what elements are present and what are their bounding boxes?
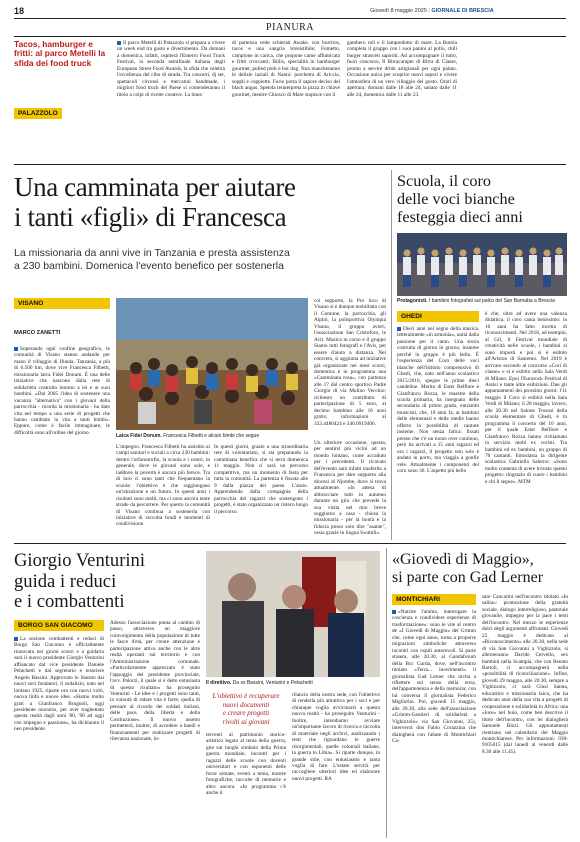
lerner-title-line-1: «Giovedì di Maggio», (392, 551, 534, 568)
choir-title-line-3: festeggia dieci anni (397, 208, 523, 227)
main-subtitle (14, 247, 386, 273)
brief-tag: PALAZZOLO (14, 108, 62, 119)
main-title (14, 172, 386, 232)
main-title-line-2: i tanti «figli» di Francesca (14, 202, 287, 232)
lerner-title (392, 551, 568, 587)
bullet-icon (117, 41, 121, 45)
bullet-icon (392, 610, 396, 614)
header-date: Giovedì 8 maggio 2025 | GIORNALE DI BRESCIA (370, 8, 494, 14)
main-author: MARCO ZANETTI (14, 330, 61, 336)
venturini-title-line-1: Giorgio Venturini (14, 550, 146, 571)
bullet-icon (397, 327, 401, 331)
lerner-col-2: sare Cancarini nell'incontro titolato «In salita»: promozione della gratuità sociale, dialogo interreligioso, pastorale giovanile, impegno per la pace i temi dell'incontro. Nel mezzo le esperienze dolci degli argomenti affrontati. Giovedì 22 maggio è dedicato al «Riconoscimento» alle 20.30, nella sede di via San Giovanni a Vighizzolo, si alterneranno Davide Cervello, sex bambini nella Scampia, che con Renato Bartoli, ci accompagnerà nella «possibilità di riconciliazione». Infine, giovedì 29 maggio, alle 20.30, sempre a Vighizzolo, ci sarà Giusi Sanna, educatrice e missionaria laica, che ha dedicato anni della sua vita a progetti di cooperazione e solidarietà in Africa: una «luce» nel buio, come ben descrive il titolo dell'incontro, con lei dialogherà Samuele Bizzi. Gli appuntamenti rientrano nel calendario del Maggio montichiarese. Per informazioni: 030-9105015 (dal lunedì al venerdì dalle 8.30 alle 11.45). (482, 594, 568, 755)
newspaper-name: GIORNALE DI BRESCIA (431, 8, 494, 14)
quote-line-3: e creare progetti (222, 709, 270, 718)
section-rule (14, 36, 566, 37)
brief-col-2: di partenza vede schierati Awake, con burritos, tacos e una sangria irresistibile; Fumetto, campione in carica, che propone carne affumicata e fritti croccanti; Billis, specialità in hamburger gourmet, pulled pork e hot dog. Non mancheranno le delizie laziali di Nanni: porchetta di Ariccia, supplì e coppiette. Furio porta il sapore deciso del black angus. Spenda reinterpreta la pizza in chiave gourmet, mentre Chiosco di Mare stupisce con il (232, 40, 340, 98)
venturini-title-line-3: e i combattenti (14, 591, 125, 612)
venturini-col-4: rilancio della nostra sede, con l'obiettivo di renderla più attrattiva per i soci e per chiunque voglia avvicinarsi a questa nuova realtà - ha proseguito Venturini - Inoltre, intendiamo avviare un'importante lavoro di ricerca e raccolta di materiale negli archivi, analizzando i testi che riguardano le guerre risorgimentali, quelle coloniali italiane, la guerra in Libia». Si riparte dunque, in grande stile, con entusiasmo e tanta voglia di fare. L'estate servirà per raccogliere ulteriori idee ed elaborare nuovi progetti. RA (292, 692, 380, 782)
choir-stage-photo-icon (397, 233, 567, 296)
brief-col-3: gambero roll e il lampredotto di mare. La Botola completa il gruppo con i suoi panini al pollo, chili burger strasceti saporiti. Ad accompagnare il tutto, fuori concorso, Il Birracamper di Birra di Classe, pronto a servire drink artigianali per ogni palato. Occasione unica per scoprire nuovi sapori e vivere l'atmosfera di un vero villaggio del gusto. Orari di apertura: domani dalle 18 alle 24, sabato dalle 11 alle 24, domenica dalle 11 alle 23. (347, 40, 457, 98)
choir-col-1: Dieci anni nel segno della musica, letteralmente «in armonia», unità dalla passione per il canto. Una storia costruita di giorno in giorno, insieme perché in gruppo è più bello. È l'esperienza del Coro delle voci bianche dell'istituto comprensivo di Ghedi, che, nato nell'anno scolastico 2015/2016, spegne le prime dieci candeline. Merito di Ester Belfiore e Gianfranco Rozza, le maestre della scuola primaria, ha insegnato delle secondaria di primo grado, entrambi musicisti, che, 10 anni fa, ai bambini delle elementari e delle medie hanno offerto la possibilità di cantare insieme. Non senza fatica: fissati presso che c'è un tuono over continuo, però ha arrivati a 15 anni ragazzi ed ora i ragazzi, il progetto non solo è andato in porto, ma viaggia a gonfie vele. Attualmente i componenti del coro sono 36. L'aspetto più bello (397, 326, 479, 474)
main-col-5: Un ulteriore occasione, questa, per sentirsi più vicini ad un mondo lontano, come accaduto per i precedenti. Il ricavato dell'evento sarà infatti trasferito a Francesca per dare supporto alla diocesi di Njombe, dove si trova attualmente. «In attesa di abbracciare tutti in autunno durante un giro che prevede la sua visita nel mio breve soggiorno a casa - chiosa la missionaria - per la bontà e la fiducia posso solo dire "asante", ossia grazie in lingua Swahili». (314, 440, 386, 537)
venturini-photo (206, 551, 380, 677)
main-photo-caption: Laica Fidei Donum. Francesca Filbetti e alcuni bimbi che segue (116, 433, 260, 439)
quote-line-2: nuovi documenti (222, 700, 270, 709)
main-subtitle-line-1: La missionaria da anni vive in Tanzania e presta assistenza (14, 247, 290, 259)
lerner-title-line-2: si parte con Gad Lerner (392, 569, 544, 587)
main-col-1: Superando ogni confine geografico, le comunità di Visano stanno andando per mano il villaggio di Ifunda, Tanzania, a più di 6.500 km, dove vive Francesca Filbetti, missionaria laica Fidei Donum. È una delle iniziative che nascono dalla rete di solidarietà costruita intorno a lei e ai suoi bambini. «Dal 2005 l'idea di sostenere una vacanza "alternativa" con i giovani della parrocchia - ricorda la missionaria - ha dato vita nel tempo a una serie di progetti che hanno cambiato la vita a tanti bimbi». Eppure, come è facile immaginare, le difficoltà sono all'ordine del giorno. (14, 346, 110, 436)
choir-title-line-1: Scuola, il coro (397, 172, 491, 190)
main-title-line-1: Una camminata per aiutare (14, 172, 296, 202)
main-col-4: coi sopporto, la Pro loco di Visano si è dunque mobilitata con il Comune, la parrocchia, gli Alpini, la polisportiva Olympia Visano, il gruppo avieri, l'associazione San Cristoforo, le Acli. Musica in corso e il gruppo Siamo tutti fotografi e l'Avis, per essere d'aiuto a distanza. Nel concreto, si aggiunta ad iniziative già organizzate nei mesi scorsi, domenica è in programma una «Camminata rosa», con partenza alle 17 dal centro sportivo Padre Giorgio di via Mulino Vecchio: richiesto un contributo di partecipazione di 5 euro, al decimo bambino alle 16 anni gratis; informazioni al 333.4480424 e 340.0919406. (314, 298, 386, 427)
main-subtitle-line-2: a 230 bambini. Domenica l'evento benefico per sostenerla (14, 260, 284, 272)
venturini-col-2: Adesso l'associazione punta al cambio di passo, attraverso un maggiore coinvolgimento della popolazione di tutte le fasce d'età, per creare attenzione e partecipazione attiva anche con le altre realtà operanti sul territorio e con l'Amministrazione comunale. «Particolarmente apprezzato è stato l'appoggio del presidente provinciale, l'avv. Palorzi, il quale si è detto entusiasta di questo risultato» ha proseguito Venturini - Le idee e i progetti sono tanti, la volontà di ridare vita è forte, quella di pensare al ricordo dei soldati italiani, delle pace, della libertà e della Costituzione». Il nuovo assetto permetterà, inoltre, di accedere a bandi e finanziamenti per realizzare progetti di rilevanza nazionale, in- (110, 620, 200, 743)
children-group-photo-icon (116, 298, 308, 430)
quote-line-4: rivolti ai giovani (222, 717, 270, 726)
main-col-3: In questi giorni, grazie a una straordinaria rete di volontariato, si sta preparando la camminata benefica che si terrà domenica 11 maggio. Non ci sarà un percorso competitivo, ma un momento di festa per tutta la comunità. La partenza è fissata alle 9 dalla piazza del paese. L'aiuto. Apprendendo dalla compagnia della parrocchia dei ragazzi che sostengono i progetti, è stato organizzato un ristoro lungo il percorso. (214, 444, 308, 515)
section-name: PIANURA (266, 22, 314, 33)
venturini-col-3: terventi al patrimonio storico-artistico legato al tema della guerra, gite sui luoghi simbolo della Prima guerra mondiale, incontri per i ragazzi delle scuole con docenti universitari e con esponenti delle forze armate, eventi a tema, mostre fotografiche, raccolte di memorie e altro ancora. «In programma c'è anche il (206, 732, 286, 797)
header-rule (14, 18, 566, 19)
venturini-tag: BORGO SAN GIACOMO (14, 620, 104, 631)
brief-title: Tacos, hamburger e fritti: al parco Metelli la sfida dei food truck (14, 39, 106, 68)
column-divider (391, 170, 392, 540)
lerner-col-1: «Nutrire l'anima, interrogare la coscienza e condividere esperienze di trasformazione»: sono le vite al centro de «I Giovedì di Maggio» del Grimm che, come ogni anno, torna a proporre migrazioni simboliche attraverso incontri con ospiti autorevoli. Si parte stasera, alle 20.30, al Gandaforum della Bcc Garda, dove, nell'incontro titolato «Terra... incerimenti» il giornalista Gad Lerner che invita a riflettere sul senso della terra, dell'appartenenza e della memoria; con lui conversa il giornalista Federico Migliorini. Poi, giovedì 15 maggio, alle 20.30, alla sede dell'associazione «Grimm-Gentieri di solidarietà a Vighizzolo» via San Giovanni, 25), interverrà don Fabio Corazzina che dialogherà con l'abate di Montichiari Ca- (392, 609, 476, 745)
bullet-icon (14, 637, 18, 641)
main-col-2: L'impegno. Francesca Filbetti ha assistito ai campi sanitari e sociali a circa 230 bambini: dentro l'orfanotrofio, la scuola e i centri, in generale, dove le giovani sono sole, e laddove la povertà è ancora più feroce. Tra di loro ci sono tanti che frequentano la scuola: l'obiettivo è che raggiungano un'istruzione e un futuro. In questi anni i risultati sono molti, ma ci sono ancora tante strade da percorrere. Per questo la comunità di Visano continua a sostenerla con iniziative di raccolta fondi e momenti di condivisione. (116, 444, 210, 528)
choir-tag: GHEDI (397, 311, 479, 322)
choir-col-2: è che, oltre ad avere una valenza didattica, il coro canta benissimo: in 10 anni ha fatto incetta di riconoscimenti. Nel 2018, ad esempio, al Grl, il Festival mondiale di creatività nelle scuole, i bambini si sono imposti e poi si è esibito all'Ariston di Sanremo. Nel 2019 è arrivato secondo al concorso «Cori di classe» e si è esibito nella Sala Verdi di Milano. Epoi l'Eurorock Festival di Assisi e tante altre esibizioni. Due gli appuntamenti dei prossimi giorni: l'11 maggio il Coro si esibirà nella Sala Verdi di Milano; il 28 maggio, invece, alle 20.30 nel Salone Trososi della scuola elementare di Ghedi, è in programma il concerto del 10 anni, per il quale Ester Belfiore e Gianfranco Rozza hanno richiamato in servizio molti ex coristi. Tra bambini ed ex bambini, un gruppo di 70 cantanti. Entusiasta la dirigente scolastica Gabriella Salerno: «Sono molto contenta di avere trovato questo progetto: ringrazio di cuore i bambini e chi li segue». MTM (485, 311, 567, 485)
committee-photo-icon (206, 551, 380, 677)
venturini-col-1: La sezione combattenti e reduci di Borgo San Giacomo è ufficialmente rinnovata nei giorni scorsi e a guidarla sarà il nuovo presidente Giorgio Venturini affiancato dal vice presidente Daniele Pelachetti e dal segretario e tesoriere Angelo Bassini. Approvato lo Statuto dai nuovi soci fondatori, il sodalizio, nato nel lontano 1925, riparte ora con nuovi volti, nuova linfa e nuove idee. «Siamo molto grati a Gianfranco Brugnoli, oggi presidente onorario, per aver traghettato questa realtà dagli anni '80, '90 ad oggi con impegno e passione», ha dichiarato il neo presidente. (14, 636, 104, 733)
choir-title (397, 172, 567, 227)
venturini-pull-quote (206, 692, 286, 726)
brief-col-1: Il parco Metelli di Palazzolo si prepara a vivere un week end tra gusto e divertimento. Da domani a domenica, infatti, ospiterà l'Enterro Food Truck Festival, la seconda semifinale italiana degli European Street Food Awards, la sfida che celebra l'eccellenza del cibo di strada. Tra concerti, dj set, spettacoli circensi e mercatini handmade, i migliori food truck del Paese si contenderanno il titolo a colpi di ricette creative. La linea (117, 40, 225, 98)
brief-bottom-rule (14, 164, 566, 165)
main-tag: VISANO (14, 298, 110, 309)
venturini-photo-caption: Il direttivo. Da sx Bassini, Venturini e Pelachetti (206, 680, 313, 686)
bullet-icon (14, 347, 18, 351)
date: Giovedì 8 maggio 2025 (370, 8, 427, 14)
choir-title-line-2: delle voci bianche (397, 190, 515, 209)
choir-photo-caption: Protagonisti. I bambini fotografati sul palco del San Barnaba a Brescia (397, 298, 555, 304)
column-divider-2 (386, 548, 387, 838)
venturini-title (14, 551, 194, 613)
choir-photo (397, 233, 567, 296)
main-photo (116, 298, 308, 430)
middle-rule (14, 543, 566, 544)
page-number: 18 (14, 6, 25, 16)
venturini-title-line-2: guida i reduci (14, 570, 117, 592)
quote-line-1: L'obiettivo è recuperare (212, 692, 280, 700)
lerner-tag: MONTICHIARI (392, 594, 476, 605)
